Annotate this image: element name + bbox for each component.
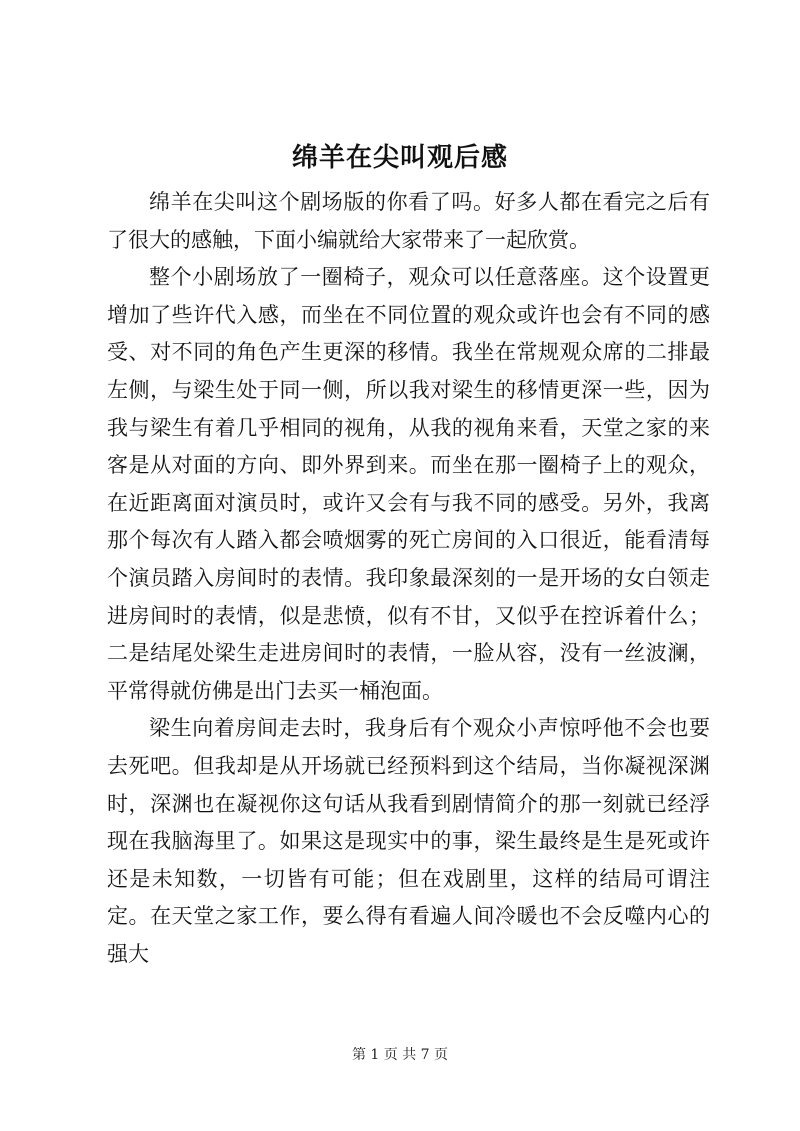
page-footer: 第 1 页 共 7 页	[351, 1047, 449, 1063]
page-title: 绵羊在尖叫观后感	[291, 143, 508, 173]
paragraph-1: 绵羊在尖叫这个剧场版的你看了吗。好多人都在看完之后有了很大的感触，下面小编就给大家带来了一起欣赏。	[107, 190, 710, 252]
document-body	[107, 184, 710, 973]
paragraph-2: 整个小剧场放了一圈椅子，观众可以任意落座。这个设置更增加了些许代入感，而坐在不同位置的观众或许也会有不同的感受、对不同的角色产生更深的移情。我坐在常规观众席的二排最左侧，与梁生处于同一侧，所以我对梁生的移情更深一些，因为我与梁生有着几乎相同的视角，从我的视角来看，天堂之家的来客是从对面的方向、即外界到来。而坐在那一圈椅子上的观众，在近距离面对演员时，或许又会有与我不同的感受。另外，我离那个每次有人踏入都会喷烟雾的死亡房间的入口很近，能看清每个演员踏入房间时的表情。我印象最深刻的一是开场的女白领走进房间时的表情，似是悲愤，似有不甘，又似乎在控诉着什么；二是结尾处梁生走进房间时的表情，一脸从容，没有一丝波澜，平常得就仿佛是出门去买一桶泡面。	[107, 265, 710, 703]
paragraph-3: 梁生向着房间走去时，我身后有个观众小声惊呼他不会也要去死吧。但我却是从开场就已经预料到这个结局，当你凝视深渊时，深渊也在凝视你这句话从我看到剧情简介的那一刻就已经浮现在我脑海里了。如果这是现实中的事，梁生最终是生是死或许还是未知数，一切皆有可能；但在戏剧里，这样的结局可谓注定。在天堂之家工作，要么得有看遍人间冷暖也不会反噬内心的强大	[107, 716, 710, 966]
